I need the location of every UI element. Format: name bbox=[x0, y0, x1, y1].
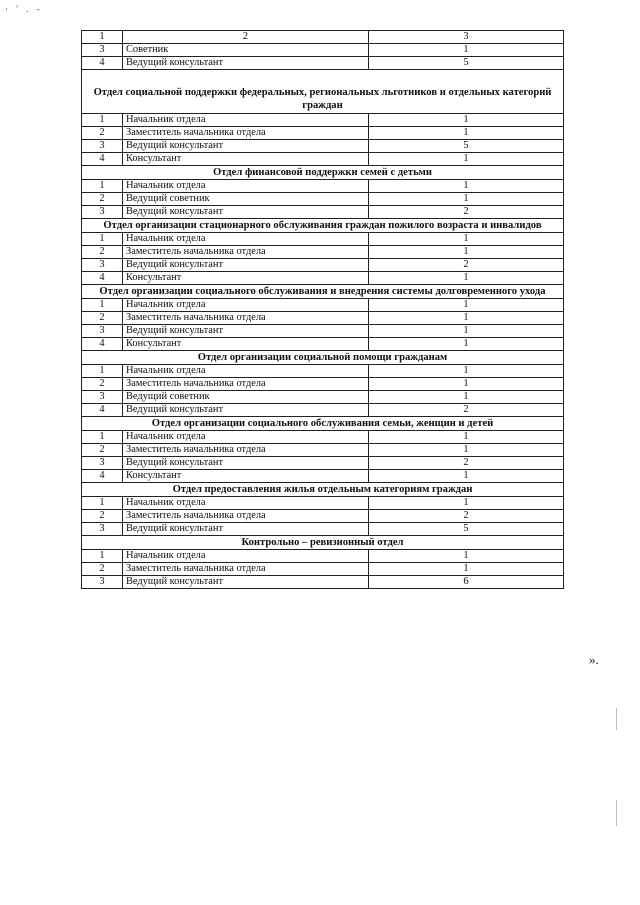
staff-count: 1 bbox=[369, 299, 564, 312]
staff-count: 1 bbox=[369, 563, 564, 576]
staff-count: 1 bbox=[369, 44, 564, 57]
staff-count: 1 bbox=[369, 114, 564, 127]
position-name: Начальник отдела bbox=[123, 365, 369, 378]
position-name: Консультант bbox=[123, 338, 369, 351]
position-name: Заместитель начальника отдела bbox=[123, 127, 369, 140]
staff-count: 2 bbox=[369, 404, 564, 417]
page-edge-marks: · ' . - bbox=[5, 4, 43, 14]
position-name: Ведущий консультант bbox=[123, 523, 369, 536]
row-number: 2 bbox=[82, 510, 123, 523]
staff-count: 1 bbox=[369, 497, 564, 510]
table-row bbox=[82, 206, 564, 219]
row-number: 2 bbox=[82, 378, 123, 391]
department-title: Отдел организации социального обслуживания и внедрения системы долговременного ухода bbox=[82, 285, 564, 299]
row-number: 4 bbox=[82, 470, 123, 483]
table-row bbox=[82, 233, 564, 246]
position-name: Ведущий консультант bbox=[123, 259, 369, 272]
table-row bbox=[82, 312, 564, 325]
table-row bbox=[82, 550, 564, 563]
position-name: Начальник отдела bbox=[123, 180, 369, 193]
column-number-1: 1 bbox=[82, 31, 123, 44]
staff-count: 1 bbox=[369, 312, 564, 325]
row-number: 3 bbox=[82, 44, 123, 57]
row-number: 3 bbox=[82, 325, 123, 338]
staff-count: 1 bbox=[369, 431, 564, 444]
table-row bbox=[82, 576, 564, 589]
department-header-row bbox=[82, 483, 564, 497]
position-name: Заместитель начальника отдела bbox=[123, 312, 369, 325]
department-title: Отдел организации социальной помощи гражданам bbox=[82, 351, 564, 365]
position-name: Начальник отдела bbox=[123, 497, 369, 510]
row-number: 2 bbox=[82, 563, 123, 576]
staff-count: 1 bbox=[369, 180, 564, 193]
position-name: Консультант bbox=[123, 153, 369, 166]
position-name: Заместитель начальника отдела bbox=[123, 444, 369, 457]
staff-count: 1 bbox=[369, 470, 564, 483]
table-row bbox=[82, 272, 564, 285]
table-row bbox=[82, 338, 564, 351]
position-name: Советник bbox=[123, 44, 369, 57]
row-number: 3 bbox=[82, 576, 123, 589]
department-header-row bbox=[82, 351, 564, 365]
row-number: 2 bbox=[82, 444, 123, 457]
table-row bbox=[82, 470, 564, 483]
department-header-row bbox=[82, 285, 564, 299]
staffing-table bbox=[81, 30, 564, 589]
position-name: Консультант bbox=[123, 470, 369, 483]
row-number: 1 bbox=[82, 497, 123, 510]
position-name: Ведущий советник bbox=[123, 193, 369, 206]
staff-count: 5 bbox=[369, 140, 564, 153]
staff-count: 1 bbox=[369, 153, 564, 166]
column-number-row bbox=[82, 31, 564, 44]
department-title: Отдел организации социального обслуживания семьи, женщин и детей bbox=[82, 417, 564, 431]
column-number-2: 2 bbox=[123, 31, 369, 44]
staff-count: 1 bbox=[369, 325, 564, 338]
table-row bbox=[82, 563, 564, 576]
table-row bbox=[82, 180, 564, 193]
table-row bbox=[82, 365, 564, 378]
table-row bbox=[82, 44, 564, 57]
row-number: 4 bbox=[82, 338, 123, 351]
row-number: 1 bbox=[82, 365, 123, 378]
staff-count: 1 bbox=[369, 272, 564, 285]
table-row bbox=[82, 510, 564, 523]
position-name: Консультант bbox=[123, 272, 369, 285]
closing-quote: ». bbox=[589, 652, 599, 667]
position-name: Ведущий консультант bbox=[123, 140, 369, 153]
table-row bbox=[82, 127, 564, 140]
position-name: Начальник отдела bbox=[123, 233, 369, 246]
table-row bbox=[82, 404, 564, 417]
position-name: Ведущий консультант bbox=[123, 57, 369, 70]
row-number: 2 bbox=[82, 193, 123, 206]
staff-count: 1 bbox=[369, 246, 564, 259]
department-header-row bbox=[82, 536, 564, 550]
staffing-table-body bbox=[82, 31, 564, 589]
position-name: Заместитель начальника отдела bbox=[123, 378, 369, 391]
staff-count: 2 bbox=[369, 457, 564, 470]
department-title: Отдел финансовой поддержки семей с детьми bbox=[82, 166, 564, 180]
position-name: Ведущий советник bbox=[123, 391, 369, 404]
table-row bbox=[82, 497, 564, 510]
row-number: 3 bbox=[82, 206, 123, 219]
position-name: Ведущий консультант bbox=[123, 325, 369, 338]
staff-count: 1 bbox=[369, 378, 564, 391]
row-number: 4 bbox=[82, 404, 123, 417]
staff-count: 2 bbox=[369, 259, 564, 272]
table-row bbox=[82, 246, 564, 259]
department-header-row bbox=[82, 70, 564, 114]
row-number: 1 bbox=[82, 233, 123, 246]
table-row bbox=[82, 153, 564, 166]
table-row bbox=[82, 378, 564, 391]
department-title: Отдел предоставления жилья отдельным категориям граждан bbox=[82, 483, 564, 497]
row-number: 1 bbox=[82, 299, 123, 312]
row-number: 3 bbox=[82, 523, 123, 536]
position-name: Начальник отдела bbox=[123, 299, 369, 312]
row-number: 2 bbox=[82, 246, 123, 259]
position-name: Ведущий консультант bbox=[123, 206, 369, 219]
staff-count: 1 bbox=[369, 193, 564, 206]
position-name: Заместитель начальника отдела bbox=[123, 246, 369, 259]
table-row bbox=[82, 57, 564, 70]
staff-count: 1 bbox=[369, 391, 564, 404]
table-row bbox=[82, 431, 564, 444]
staff-count: 1 bbox=[369, 127, 564, 140]
table-row bbox=[82, 299, 564, 312]
scan-line-mark bbox=[616, 800, 617, 826]
table-row bbox=[82, 259, 564, 272]
position-name: Начальник отдела bbox=[123, 114, 369, 127]
row-number: 2 bbox=[82, 312, 123, 325]
row-number: 4 bbox=[82, 272, 123, 285]
row-number: 1 bbox=[82, 431, 123, 444]
position-name: Ведущий консультант bbox=[123, 404, 369, 417]
row-number: 1 bbox=[82, 550, 123, 563]
table-row bbox=[82, 444, 564, 457]
staff-count: 2 bbox=[369, 510, 564, 523]
row-number: 4 bbox=[82, 57, 123, 70]
table-row bbox=[82, 457, 564, 470]
column-number-3: 3 bbox=[369, 31, 564, 44]
staff-count: 1 bbox=[369, 550, 564, 563]
department-title: Отдел социальной поддержки федеральных, региональных льготников и отдельных категорий граждан bbox=[82, 70, 564, 114]
row-number: 2 bbox=[82, 127, 123, 140]
staff-count: 1 bbox=[369, 444, 564, 457]
row-number: 4 bbox=[82, 153, 123, 166]
table-row bbox=[82, 391, 564, 404]
row-number: 1 bbox=[82, 114, 123, 127]
table-row bbox=[82, 140, 564, 153]
department-header-row bbox=[82, 219, 564, 233]
staff-count: 5 bbox=[369, 57, 564, 70]
staff-count: 2 bbox=[369, 206, 564, 219]
department-title: Контрольно – ревизионный отдел bbox=[82, 536, 564, 550]
table-row bbox=[82, 193, 564, 206]
position-name: Ведущий консультант bbox=[123, 457, 369, 470]
row-number: 3 bbox=[82, 140, 123, 153]
scan-line-mark bbox=[616, 708, 617, 730]
staff-count: 5 bbox=[369, 523, 564, 536]
staff-count: 1 bbox=[369, 365, 564, 378]
department-header-row bbox=[82, 166, 564, 180]
row-number: 3 bbox=[82, 259, 123, 272]
position-name: Заместитель начальника отдела bbox=[123, 510, 369, 523]
row-number: 3 bbox=[82, 391, 123, 404]
position-name: Заместитель начальника отдела bbox=[123, 563, 369, 576]
department-title: Отдел организации стационарного обслуживания граждан пожилого возраста и инвалидов bbox=[82, 219, 564, 233]
staff-count: 1 bbox=[369, 233, 564, 246]
row-number: 3 bbox=[82, 457, 123, 470]
row-number: 1 bbox=[82, 180, 123, 193]
department-header-row bbox=[82, 417, 564, 431]
table-row bbox=[82, 523, 564, 536]
position-name: Ведущий консультант bbox=[123, 576, 369, 589]
position-name: Начальник отдела bbox=[123, 550, 369, 563]
table-row bbox=[82, 114, 564, 127]
position-name: Начальник отдела bbox=[123, 431, 369, 444]
table-row bbox=[82, 325, 564, 338]
staff-count: 1 bbox=[369, 338, 564, 351]
staff-count: 6 bbox=[369, 576, 564, 589]
